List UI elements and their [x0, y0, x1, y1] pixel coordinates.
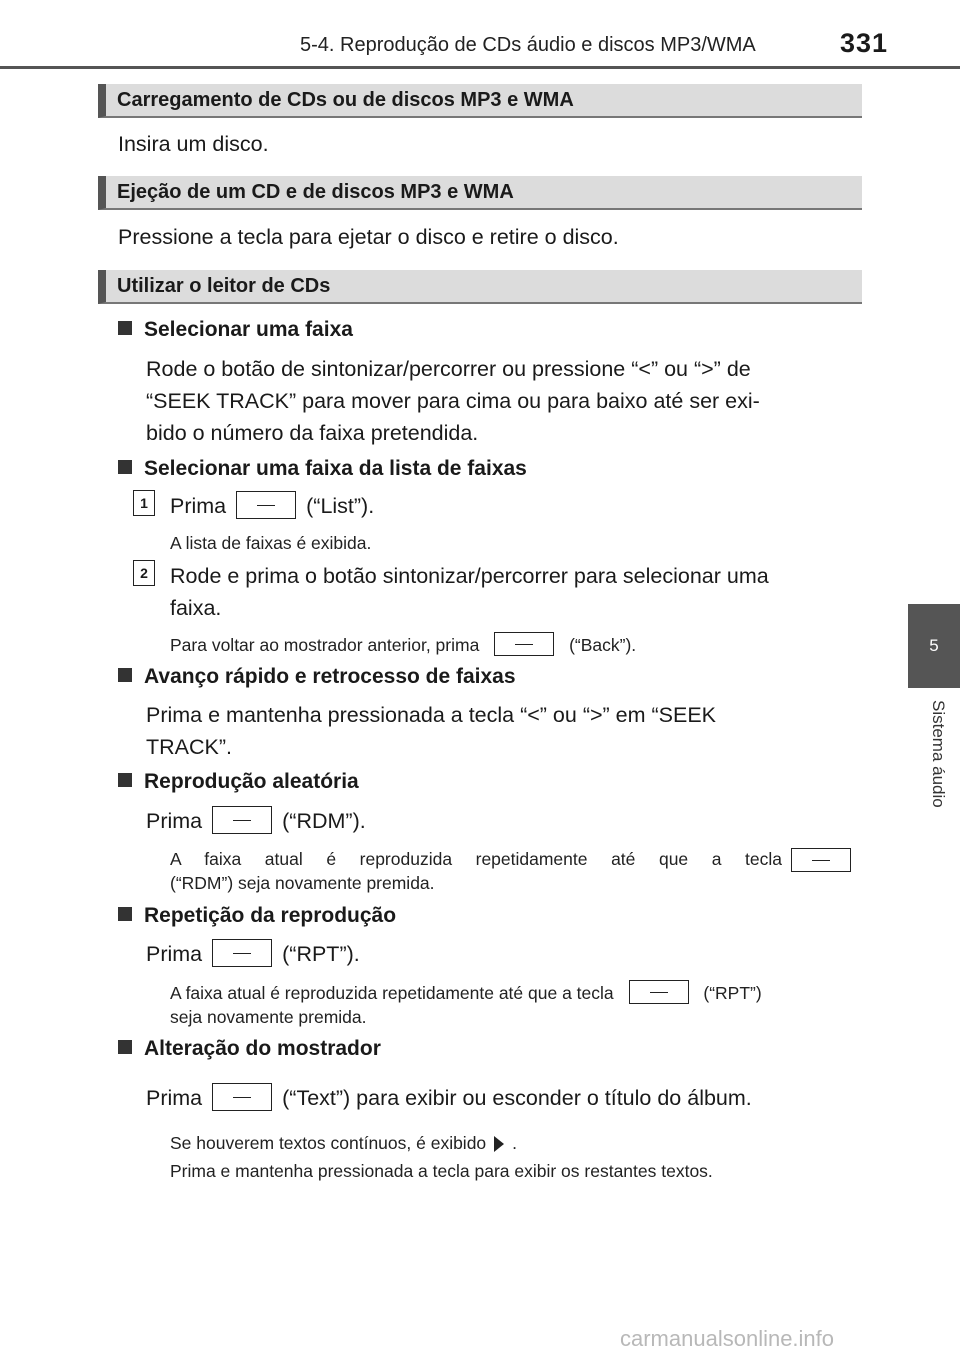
fast-forward-heading: Avanço rápido e retrocesso de faixas — [118, 665, 516, 689]
loading-body: Insira um disco. — [118, 132, 269, 156]
list-button-icon — [236, 491, 296, 519]
step-2-note: Para voltar ao mostrador anterior, prima (“Back”). — [170, 632, 636, 657]
section-heading-use: Utilizar o leitor de CDs — [98, 270, 862, 304]
display-heading: Alteração do mostrador — [118, 1037, 381, 1061]
chapter-number: 5 — [929, 636, 939, 655]
step-2-number: 2 — [133, 560, 155, 586]
step-2-line1: Rode e prima o botão sintonizar/percorrer para selecionar uma — [170, 564, 769, 588]
bullet-square-icon — [118, 773, 132, 787]
display-note-line2: Prima e mantenha pressionada a tecla para exibir os restantes textos. — [170, 1161, 713, 1181]
chapter-tab — [908, 604, 960, 688]
bullet-square-icon — [118, 907, 132, 921]
header-rule — [0, 66, 960, 69]
repeat-heading: Repetição da reprodução — [118, 904, 396, 928]
rpt-button-icon — [212, 939, 272, 967]
step-1-note: A lista de faixas é exibida. — [170, 533, 372, 553]
watermark: carmanualsonline.info — [620, 1326, 835, 1351]
section-heading-eject: Ejeção de um CD e de discos MP3 e WMA — [98, 176, 862, 210]
back-button-icon — [494, 632, 554, 656]
random-heading: Reprodução aleatória — [118, 770, 359, 794]
select-track-line3: bido o número da faixa pretendida. — [146, 421, 479, 445]
continue-arrow-icon — [494, 1136, 504, 1152]
step-1-number: 1 — [133, 490, 155, 516]
repeat-note-line1: A faixa atual é reproduzida repetidamente até que a tecla (“RPT”) — [170, 980, 762, 1005]
random-instruction: Prima (“RDM”). — [146, 806, 366, 837]
repeat-note-line2: seja novamente premida. — [170, 1007, 367, 1027]
rdm-button-icon — [212, 806, 272, 834]
bullet-square-icon — [118, 321, 132, 335]
chapter-label: Sistema áudio — [929, 700, 948, 808]
select-track-line1: Rode o botão de sintonizar/percorrer ou pressione “<” ou “>” de — [146, 357, 751, 381]
eject-body: Pressione a tecla para ejetar o disco e retire o disco. — [118, 225, 619, 249]
repeat-instruction: Prima (“RPT”). — [146, 939, 360, 970]
display-instruction: Prima (“Text”) para exibir ou esconder o título do álbum. — [146, 1083, 752, 1114]
display-note-line1: Se houverem textos contínuos, é exibido . — [170, 1133, 518, 1153]
step-2-line2: faixa. — [170, 596, 222, 620]
select-track-line2: “SEEK TRACK” para mover para cima ou para baixo até ser exi- — [146, 389, 760, 413]
text-button-icon — [212, 1083, 272, 1111]
track-list-heading: Selecionar uma faixa da lista de faixas — [118, 457, 527, 481]
section-heading-loading: Carregamento de CDs ou de discos MP3 e WMA — [98, 84, 862, 118]
fast-forward-line1: Prima e mantenha pressionada a tecla “<” ou “>” em “SEEK — [146, 703, 717, 727]
random-note-line2: (“RDM”) seja novamente premida. — [170, 873, 435, 893]
rdm-button-icon — [791, 848, 851, 872]
fast-forward-line2: TRACK”. — [146, 735, 232, 759]
step-1-text: Prima (“List”). — [170, 491, 374, 522]
bullet-square-icon — [118, 1040, 132, 1054]
bullet-square-icon — [118, 460, 132, 474]
bullet-square-icon — [118, 668, 132, 682]
select-track-heading: Selecionar uma faixa — [118, 318, 353, 342]
random-note-line1: A faixa atual é reproduzida repetidamente até que a tecla — [170, 847, 855, 871]
page-number: 331 — [840, 28, 889, 58]
rpt-button-icon — [629, 980, 689, 1004]
header-title: 5-4. Reprodução de CDs áudio e discos MP3/WMA — [300, 34, 756, 56]
